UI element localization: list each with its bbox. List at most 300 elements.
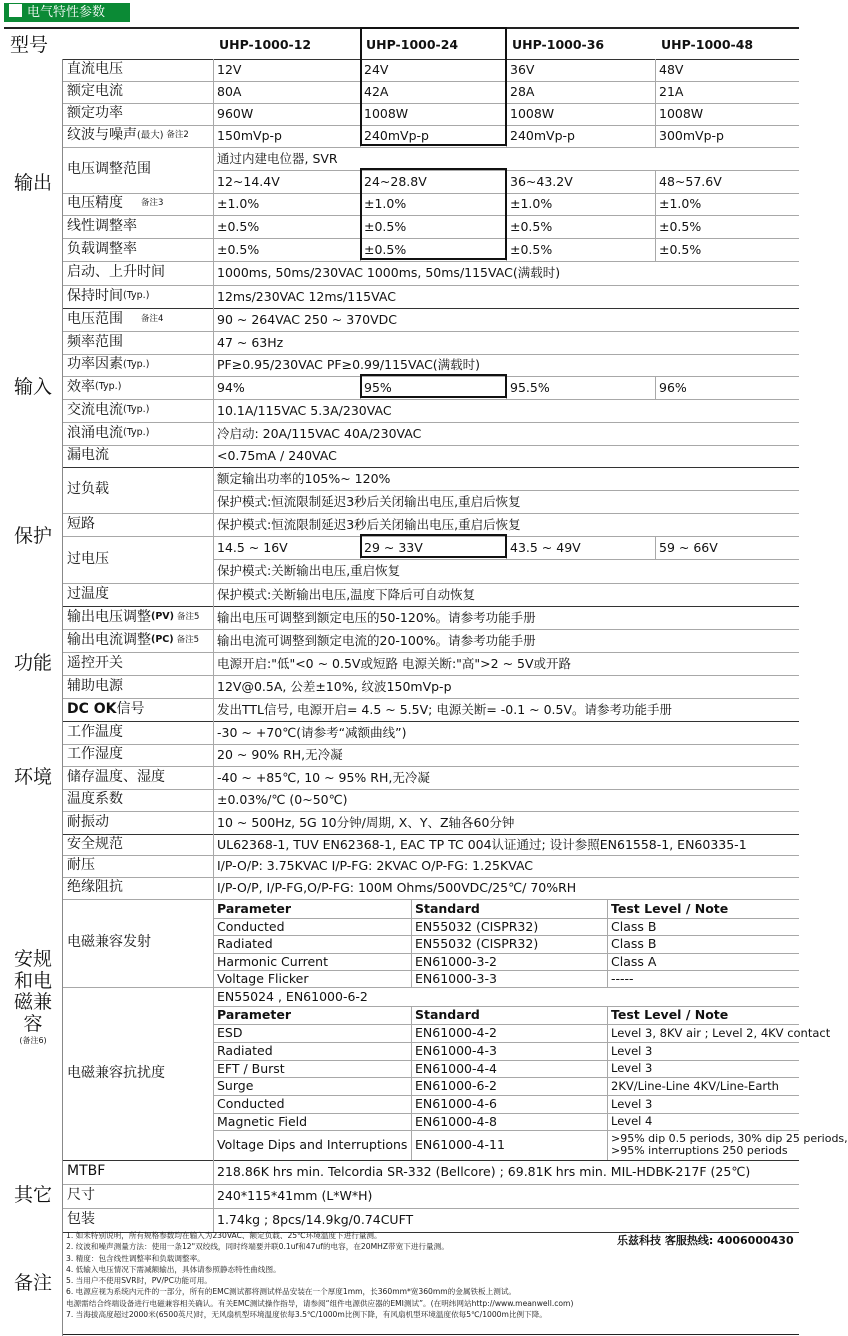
line-reg-4	[655, 215, 799, 238]
label-storage	[63, 766, 213, 789]
row-divider	[213, 953, 799, 954]
immunity-row-2-parameter-text: Radiated	[217, 1043, 273, 1059]
emission-row-1-standard	[411, 918, 607, 935]
ripple-4-text: 300mVp-p	[659, 128, 724, 144]
model-label	[4, 31, 213, 59]
standards-value-text: UL62368-1, TUV EN62368-1, EAC TP TC 004认证通过; 设计参照EN61558-1, EN60335-1	[217, 836, 747, 852]
label-dcok-bold: DC OK	[67, 700, 117, 717]
emission-row-1-parameter-text: Conducted	[217, 918, 285, 934]
dc-voltage-3-text: 36V	[510, 62, 535, 78]
label-standards	[63, 834, 213, 855]
label-overload-text: 过负载	[67, 481, 109, 498]
overtemp-value-text: 保护模式:关断输出电压,温度下降后可自动恢复	[217, 586, 476, 602]
category-function	[4, 606, 63, 721]
row-divider	[63, 536, 799, 537]
packing-value	[213, 1208, 799, 1232]
leakage-value-text: <0.75mA / 240VAC	[217, 448, 337, 464]
emission-row-2-note-text: Class B	[611, 936, 657, 952]
rated-power-2	[360, 103, 506, 125]
overtemp-value	[213, 583, 799, 606]
label-eff-text: 效率	[67, 378, 95, 395]
label-dimension-text: 尺寸	[67, 1187, 95, 1204]
tolerance-2	[360, 193, 506, 215]
row-divider	[63, 445, 799, 446]
immunity-row-6-parameter	[213, 1113, 411, 1130]
label-temp-text: 工作温度	[67, 723, 123, 740]
rated-current-1-text: 80A	[217, 84, 242, 100]
emission-row-3-parameter-text: Harmonic Current	[217, 953, 328, 969]
section-header-title: 电气特性参数	[27, 5, 106, 20]
label-line-reg	[63, 215, 213, 238]
adj-range-1-text: 12~14.4V	[217, 173, 280, 189]
column-divider	[655, 376, 656, 399]
packing-value-text: 1.74kg ; 8pcs/14.9kg/0.74CUFT	[217, 1212, 414, 1228]
row-divider	[63, 744, 799, 745]
line-reg-1-text: ±0.5%	[217, 218, 260, 234]
load-reg-2-text: ±0.5%	[364, 241, 407, 257]
line-reg-3	[506, 215, 655, 238]
row-divider	[213, 1042, 799, 1043]
setup-value-text: 1000ms, 50ms/230VAC 1000ms, 50ms/115VAC(满载时)	[217, 265, 561, 281]
emission-row-3-parameter	[213, 953, 411, 970]
note-line: 5. 当用户不使用SVR时，PV/PC功能可用。	[66, 1276, 212, 1286]
leakage-value	[213, 445, 799, 467]
dc-voltage-2-text: 24V	[364, 62, 389, 78]
emission-row-2-standard	[411, 935, 607, 953]
label-leakage-text: 漏电流	[67, 447, 109, 464]
label-inrush-typ: (Typ.)	[123, 427, 150, 439]
immunity-row-1-parameter	[213, 1024, 411, 1042]
aux-value	[213, 675, 799, 698]
eff-4-text: 96%	[659, 379, 687, 395]
emission-row-3-standard-text: EN61000-3-2	[415, 953, 497, 969]
immunity-row-2-note	[607, 1042, 799, 1060]
mtbf-value-text: 218.86K hrs min. Telcordia SR-332 (Bellcore) ; 69.81K hrs min. MIL-HDBK-217F (25℃)	[217, 1164, 751, 1180]
label-rated-power	[63, 103, 213, 125]
input-voltage-value-text: 90 ~ 264VAC 250 ~ 370VDC	[217, 311, 398, 327]
immunity-header-standard	[411, 1006, 607, 1024]
coeff-value	[213, 789, 799, 811]
immunity-row-6-parameter-text: Magnetic Field	[217, 1113, 308, 1129]
row-divider	[63, 238, 799, 239]
row-divider	[63, 698, 799, 699]
row-divider	[63, 675, 799, 676]
label-input-voltage-text: 电压范围	[67, 310, 123, 327]
rated-current-3-text: 28A	[510, 84, 535, 100]
eff-2	[360, 376, 506, 399]
immunity-row-7-parameter	[213, 1130, 411, 1160]
category-function-label: 功能	[13, 651, 52, 674]
immunity-row-4-note-text: 2KV/Line-Line 4KV/Line-Earth	[611, 1078, 779, 1093]
column-divider	[213, 467, 214, 606]
immunity-row-3-parameter-text: EFT / Burst	[217, 1060, 285, 1076]
immunity-row-3-parameter	[213, 1060, 411, 1077]
row-divider	[213, 559, 799, 560]
label-packing-text: 包装	[67, 1211, 95, 1228]
row-divider	[213, 1130, 799, 1131]
emission-header-parameter	[213, 899, 411, 918]
tolerance-4-text: ±1.0%	[659, 196, 702, 212]
emission-row-2-parameter	[213, 935, 411, 953]
isolation-value	[213, 877, 799, 899]
label-remote-text: 遥控开关	[67, 654, 123, 671]
model-name-1-text: UHP-1000-12	[219, 37, 312, 53]
immunity-row-7-standard-text: EN61000-4-11	[415, 1137, 505, 1153]
input-voltage-value	[213, 308, 799, 331]
immunity-row-6-standard-text: EN61000-4-8	[415, 1113, 497, 1129]
hold-value-text: 12ms/230VAC 12ms/115VAC	[217, 288, 396, 304]
label-inrush-text: 浪涌电流	[67, 424, 123, 441]
immunity-row-6-standard	[411, 1113, 607, 1130]
inrush-value	[213, 422, 799, 445]
emission-row-4-note-text: -----	[611, 970, 634, 986]
tolerance-3	[506, 193, 655, 215]
label-rated-current	[63, 81, 213, 103]
immunity-row-5-note-text: Level 3	[611, 1096, 653, 1111]
note-line: 6. 电源应视为系统内元件的一部分，所有的EMC测试都将测试样品安装在一个厚度1mm，长360mm*宽360mm的金属铁板上测试。	[66, 1287, 517, 1297]
label-emc-immunity	[63, 987, 213, 1160]
emission-row-1-standard-text: EN55032 (CISPR32)	[415, 918, 539, 934]
column-divider	[607, 899, 608, 987]
label-humidity	[63, 744, 213, 766]
ripple-3	[506, 125, 655, 147]
row-divider	[213, 490, 799, 491]
label-pf-typ: (Typ.)	[123, 358, 150, 370]
row-divider	[63, 399, 799, 400]
immunity-top-text: EN55024 , EN61000-6-2	[217, 988, 368, 1004]
model-label-text: 型号	[10, 33, 49, 56]
spec-table	[4, 27, 848, 1335]
emission-row-1-parameter	[213, 918, 411, 935]
emission-header-note	[607, 899, 799, 918]
immunity-top	[213, 987, 799, 1006]
emission-row-3-note-text: Class A	[611, 953, 657, 969]
label-dc-voltage	[63, 59, 213, 81]
row-divider	[63, 1208, 799, 1209]
ac-current-value	[213, 399, 799, 422]
immunity-row-6-note-text: Level 4	[611, 1114, 653, 1129]
column-divider	[411, 899, 412, 987]
row-divider	[63, 629, 799, 630]
row-divider	[213, 1060, 799, 1061]
emission-row-1-note	[607, 918, 799, 935]
aux-value-text: 12V@0.5A, 公差±10%, 纹波150mVp-p	[217, 678, 452, 694]
emission-row-4-note	[607, 970, 799, 987]
adj-range-1	[213, 170, 360, 193]
ripple-2-text: 240mVp-p	[364, 128, 429, 144]
emission-row-2-note	[607, 935, 799, 953]
label-eff	[63, 376, 213, 399]
row-divider	[213, 1077, 799, 1078]
humidity-value-text: 20 ~ 90% RH,无冷凝	[217, 747, 343, 763]
row-divider	[63, 193, 799, 194]
label-isolation-text: 绝缘阻抗	[67, 879, 123, 896]
emission-row-3-standard	[411, 953, 607, 970]
notes-list	[66, 1230, 786, 1320]
row-divider	[63, 422, 799, 423]
dcok-value	[213, 698, 799, 721]
immunity-row-3-note	[607, 1060, 799, 1077]
row-divider	[63, 125, 799, 126]
emission-row-1-note-text: Class B	[611, 918, 657, 934]
line-reg-2	[360, 215, 506, 238]
label-short-text: 短路	[67, 515, 95, 532]
overload-line2	[213, 490, 799, 513]
immunity-row-3-note-text: Level 3	[611, 1061, 653, 1076]
rated-current-4	[655, 81, 799, 103]
label-emc-emission	[63, 899, 213, 987]
section-header	[4, 3, 130, 22]
remote-value-text: 电源开启:"低"<0 ~ 0.5V或短路 电源关断:"高">2 ~ 5V或开路	[217, 655, 572, 671]
load-reg-2	[360, 238, 506, 261]
category-environment-label: 环境	[13, 765, 52, 788]
row-divider	[63, 331, 799, 332]
ripple-1	[213, 125, 360, 147]
overvoltage-3	[506, 536, 655, 559]
immunity-row-3-standard	[411, 1060, 607, 1077]
label-eff-typ: (Typ.)	[95, 381, 122, 393]
label-emc-emission-text: 电磁兼容发射	[67, 934, 151, 951]
dc-voltage-1	[213, 59, 360, 81]
note-line: 2. 纹波和噪声测量方法：使用一条12"双绞线，同时终端要并联0.1uf和47uf的电容，在20MHZ带宽下进行量测。	[66, 1242, 449, 1252]
label-input-voltage-note: 备注4	[141, 313, 164, 324]
note-line: 1. 如未特别说明，所有规格参数均在输入为230VAC、额定负载、25℃环境温度下进行量测。	[66, 1231, 382, 1240]
overvoltage-4	[655, 536, 799, 559]
row-divider	[63, 789, 799, 790]
immunity-row-1-note-text: Level 3, 8KV air ; Level 2, 4KV contact	[611, 1025, 831, 1040]
label-overload	[63, 467, 213, 513]
immunity-row-4-parameter-text: Surge	[217, 1078, 254, 1094]
category-notes	[4, 1232, 63, 1336]
label-humidity-text: 工作湿度	[67, 746, 123, 763]
model-name-2-text: UHP-1000-24	[366, 37, 459, 53]
label-hold-typ: (Typ.)	[123, 290, 150, 302]
pc-value	[213, 629, 799, 652]
label-ac-current	[63, 399, 213, 422]
rated-power-4-text: 1008W	[659, 106, 704, 122]
inrush-value-text: 冷启动: 20A/115VAC 40A/230VAC	[217, 425, 422, 441]
immunity-header-parameter	[213, 1006, 411, 1024]
humidity-value	[213, 744, 799, 766]
label-load-reg	[63, 238, 213, 261]
immunity-header-parameter-text: Parameter	[217, 1007, 291, 1023]
emission-row-2-parameter-text: Radiated	[217, 936, 273, 952]
label-ripple-note: 备注2	[166, 130, 189, 141]
overvoltage-1-text: 14.5 ~ 16V	[217, 539, 288, 555]
model-name-3-text: UHP-1000-36	[512, 37, 605, 53]
tolerance-4	[655, 193, 799, 215]
eff-1	[213, 376, 360, 399]
load-reg-4-text: ±0.5%	[659, 241, 702, 257]
vibration-value	[213, 811, 799, 834]
line-reg-3-text: ±0.5%	[510, 218, 553, 234]
immunity-row-4-parameter	[213, 1077, 411, 1095]
isolation-value-text: I/P-O/P, I/P-FG,O/P-FG: 100M Ohms/500VDC/25℃/ 70%RH	[217, 880, 577, 896]
label-ripple-text: 纹波与噪声	[67, 127, 137, 144]
category-others	[4, 1160, 63, 1232]
column-divider	[360, 536, 361, 559]
category-protection-label: 保护	[13, 524, 52, 547]
label-hold-text: 保持时间	[67, 287, 123, 304]
model-name-3	[506, 31, 655, 59]
overvoltage-line2-text: 保护模式:关断输出电压,重启恢复	[217, 563, 401, 579]
eff-2-text: 95%	[364, 379, 392, 395]
setup-value	[213, 261, 799, 285]
immunity-header-note-text: Test Level / Note	[611, 1007, 729, 1023]
rated-current-4-text: 21A	[659, 84, 684, 100]
label-overvoltage-text: 过电压	[67, 550, 109, 567]
immunity-row-1-note	[607, 1024, 831, 1042]
label-withstand	[63, 855, 213, 877]
label-ripple-small: (最大)	[137, 129, 164, 141]
tolerance-2-text: ±1.0%	[364, 196, 407, 212]
rated-power-1-text: 960W	[217, 106, 254, 122]
label-ripple	[63, 125, 213, 147]
immunity-row-5-standard-text: EN61000-4-6	[415, 1096, 497, 1112]
rated-current-3	[506, 81, 655, 103]
label-isolation	[63, 877, 213, 899]
overload-line1-text: 额定输出功率的105%~ 120%	[217, 470, 391, 486]
label-rated-current-text: 额定电流	[67, 83, 123, 100]
category-notes-label: 备注	[13, 1272, 52, 1295]
column-divider	[607, 1006, 608, 1160]
label-pv-tag: (PV)	[151, 611, 174, 623]
category-safety-note: (备注6)	[19, 1036, 47, 1046]
model-name-4-text: UHP-1000-48	[661, 37, 754, 53]
emission-header-parameter-text: Parameter	[217, 900, 291, 916]
adj-range-2-text: 24~28.8V	[364, 173, 427, 189]
standards-value	[213, 834, 799, 855]
label-overvoltage	[63, 536, 213, 583]
label-emc-immunity-text: 电磁兼容抗扰度	[67, 1064, 165, 1081]
label-tolerance-text: 电压精度	[67, 195, 123, 212]
label-tolerance	[63, 193, 213, 215]
temp-value-text: -30 ~ +70℃(请参考“减额曲线”)	[217, 724, 407, 740]
tolerance-3-text: ±1.0%	[510, 196, 553, 212]
label-line-reg-text: 线性调整率	[67, 217, 137, 234]
adj-range-4	[655, 170, 799, 193]
label-adj-range-text: 电压调整范围	[67, 161, 151, 178]
label-freq-text: 频率范围	[67, 333, 123, 350]
emission-header-standard-text: Standard	[415, 900, 480, 916]
column-divider	[360, 376, 361, 399]
label-overtemp-text: 过温度	[67, 585, 109, 602]
column-divider	[506, 170, 507, 261]
emission-header-note-text: Test Level / Note	[611, 900, 729, 916]
ripple-3-text: 240mVp-p	[510, 128, 575, 144]
eff-4	[655, 376, 799, 399]
label-pv-note: 备注5	[177, 611, 200, 622]
adj-range-3	[506, 170, 655, 193]
immunity-row-6-note	[607, 1113, 799, 1130]
dimension-value	[213, 1184, 799, 1208]
row-divider	[63, 583, 799, 584]
dc-voltage-2	[360, 59, 506, 81]
immunity-row-7-parameter-text: Voltage Dips and Interruptions	[217, 1137, 408, 1153]
ripple-2	[360, 125, 506, 147]
category-environment	[4, 721, 63, 834]
overload-line2-text: 保护模式:恒流限制延迟3秒后关闭输出电压,重启后恢复	[217, 493, 521, 509]
short-value-text: 保护模式:恒流限制延迟3秒后关闭输出电压,重启后恢复	[217, 516, 521, 532]
column-divider	[655, 536, 656, 559]
immunity-row-3-standard-text: EN61000-4-4	[415, 1060, 497, 1076]
rated-power-2-text: 1008W	[364, 106, 409, 122]
adj-range-top-text: 通过内建电位器, SVR	[217, 150, 338, 166]
label-leakage	[63, 445, 213, 467]
rated-power-4	[655, 103, 799, 125]
overvoltage-3-text: 43.5 ~ 49V	[510, 539, 581, 555]
overvoltage-line2	[213, 559, 799, 583]
model-name-2	[360, 31, 506, 59]
row-divider	[63, 103, 799, 104]
label-temp	[63, 721, 213, 744]
freq-value-text: 47 ~ 63Hz	[217, 334, 284, 350]
category-output-label: 输出	[13, 171, 52, 194]
remote-value	[213, 652, 799, 675]
column-divider	[213, 1160, 214, 1232]
immunity-row-4-note	[607, 1077, 799, 1095]
column-divider	[213, 59, 214, 308]
label-pv	[63, 606, 213, 629]
label-standards-text: 安全规范	[67, 835, 123, 852]
load-reg-3	[506, 238, 655, 261]
row-divider	[63, 215, 799, 216]
immunity-row-4-standard	[411, 1077, 607, 1095]
pf-value-text: PF≥0.95/230VAC PF≥0.99/115VAC(满载时)	[217, 357, 481, 373]
row-divider	[63, 877, 799, 878]
label-dc-voltage-text: 直流电压	[67, 61, 123, 78]
label-coeff	[63, 789, 213, 811]
emission-row-4-standard-text: EN61000-3-3	[415, 970, 497, 986]
row-divider	[213, 935, 799, 936]
hold-value	[213, 285, 799, 308]
eff-3	[506, 376, 655, 399]
overload-line1	[213, 467, 799, 490]
column-divider	[213, 721, 214, 834]
note-line: 7. 当海拔高度超过2000米(6500英尺)时，无风扇机型环境温度依每3.5℃/1000m比例下降，有风扇机型环境温度依每5℃/1000m比例下降。	[66, 1310, 547, 1320]
label-input-voltage	[63, 308, 213, 331]
pc-value-text: 输出电流可调整到额定电流的20-100%。请参考功能手册	[217, 632, 536, 648]
dc-voltage-4	[655, 59, 799, 81]
immunity-header-standard-text: Standard	[415, 1007, 480, 1023]
immunity-row-5-standard	[411, 1095, 607, 1113]
label-pf	[63, 354, 213, 376]
immunity-row-1-parameter-text: ESD	[217, 1025, 243, 1041]
overvoltage-1	[213, 536, 360, 559]
label-dcok	[63, 698, 213, 721]
label-packing	[63, 1208, 213, 1232]
adj-range-4-text: 48~57.6V	[659, 173, 722, 189]
load-reg-3-text: ±0.5%	[510, 241, 553, 257]
storage-value	[213, 766, 799, 789]
row-divider	[213, 970, 799, 971]
column-divider	[213, 308, 214, 467]
label-short	[63, 513, 213, 536]
dcok-value-text: 发出TTL信号, 电源开启= 4.5 ~ 5.5V; 电源关断= -0.1 ~ 0.5V。请参考功能手册	[217, 701, 673, 717]
coeff-value-text: ±0.03%/℃ (0~50℃)	[217, 792, 348, 808]
freq-value	[213, 331, 799, 354]
tolerance-1-text: ±1.0%	[217, 196, 260, 212]
label-ac-current-typ: (Typ.)	[123, 404, 150, 416]
overvoltage-2	[360, 536, 506, 559]
category-input-label: 输入	[13, 375, 52, 398]
line-reg-1	[213, 215, 360, 238]
rated-current-2-text: 42A	[364, 84, 389, 100]
immunity-row-1-standard	[411, 1024, 607, 1042]
emission-row-3-note	[607, 953, 799, 970]
column-divider	[360, 170, 361, 261]
column-divider	[655, 59, 656, 147]
